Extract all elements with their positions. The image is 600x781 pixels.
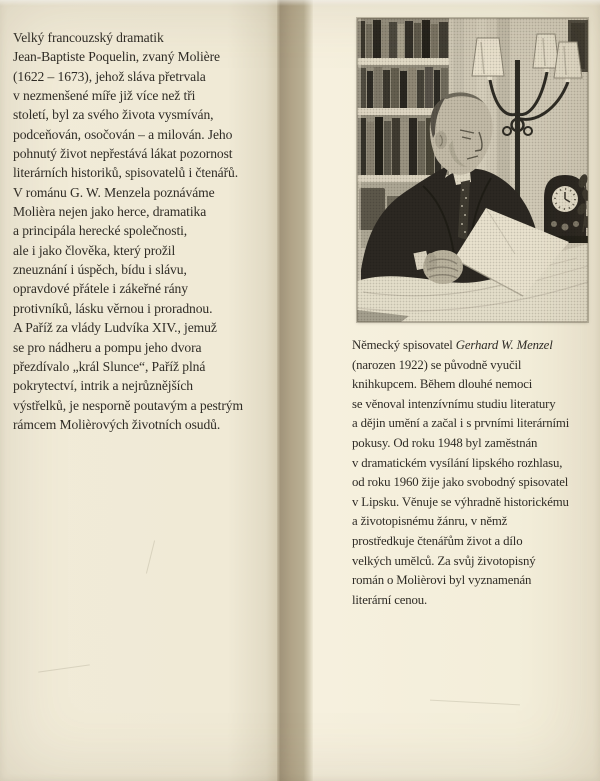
right-flap-text-line: velkých umělců. Za svůj životopisný	[352, 553, 536, 568]
left-flap-text-line: rámcem Molièrových životních osudů.	[13, 416, 221, 432]
right-flap-text-line	[352, 336, 598, 356]
right-flap-text	[352, 336, 598, 610]
left-flap-text-line: Velký francouzský dramatik	[13, 30, 164, 45]
left-flap-text-line: V románu G. W. Menzela poznáváme	[13, 184, 215, 200]
right-flap-text-line: v Lipsku. Věnuje se výhradně historickému	[352, 494, 569, 509]
right-flap-text-line: román o Molièrovi byl vyznamenán	[352, 573, 532, 588]
left-flap-text-line: a principála herecké společnosti,	[13, 223, 188, 239]
right-flap-text-line: (narozen 1922) se původně vyučil	[352, 357, 522, 372]
right-flap-text-line: literární cenou.	[352, 592, 428, 607]
left-flap-text-line: výstřelků, je nesporně poutavým a pestrým	[13, 397, 243, 413]
author-name: Gerhard W. Menzel	[455, 338, 553, 352]
left-flap-text-line: protivníků, lásku věrnou i proradnou.	[13, 300, 213, 316]
right-flap-text-line: pokusy. Od roku 1948 byl zaměstnán	[352, 435, 538, 450]
left-flap-text-line: zneuznání i úspěch, bídu i slávu,	[13, 262, 187, 278]
left-flap-text-line: století, byl za svého života vysmíván,	[13, 107, 214, 123]
left-flap-text-line: přezdívalo „král Slunce“, Paříž plná	[13, 358, 206, 374]
left-flap-text-line: Molièra nejen jako herce, dramatika	[13, 204, 207, 220]
left-flap-text-line: se pro nádheru a pompu jeho dvora	[13, 339, 202, 355]
left-flap-text	[13, 28, 277, 434]
author-photo	[357, 18, 588, 322]
right-flap-text-line: se věnoval intenzívnímu studiu literatury	[352, 396, 556, 411]
spine-fold	[277, 0, 313, 781]
right-flap-text-line: prostředkuje čtenářům život a dílo	[352, 533, 523, 548]
right-flap-text-line: a životopisnému žánru, v němž	[352, 514, 508, 529]
right-flap-text-line: knihkupcem. Během dlouhé nemoci	[352, 377, 533, 392]
author-photo-drawing	[357, 18, 588, 322]
left-flap-text-line: ale i jako člověka, který prožil	[13, 242, 176, 258]
left-flap-text-line: Jean-Baptiste Poquelin, zvaný Molière	[13, 49, 220, 65]
left-flap-text-line: podceňován, osočován – a milován. Jeho	[13, 126, 233, 142]
left-flap-text-line: (1622 – 1673), jehož sláva přetrvala	[13, 68, 206, 84]
left-flap-text-line: literárních historiků, spisovatelů i čtenářů.	[13, 165, 239, 181]
left-flap-text-line: pokrytectví, intrik a nejrůznějších	[13, 378, 193, 394]
left-flap-text-line: A Paříž za vlády Ludvíka XIV., jemuž	[13, 320, 217, 336]
left-flap-text-line: opravdové přátele i zákeřné rány	[13, 281, 188, 297]
right-flap-text-line: v dramatickém vysílání lipského rozhlasu,	[352, 455, 563, 470]
left-flap-text-line: pohnutý život nepřestává lákat pozornost	[13, 146, 233, 162]
right-flap-text-line: a dějin umění a začal i s prvními literárními	[352, 416, 570, 431]
author-intro: Německý spisovatel	[352, 338, 456, 352]
left-flap-text-line: v nezmenšené míře již více než tři	[13, 88, 196, 104]
right-flap-text-line: od roku 1960 žije jako svobodný spisovatel	[352, 475, 569, 490]
